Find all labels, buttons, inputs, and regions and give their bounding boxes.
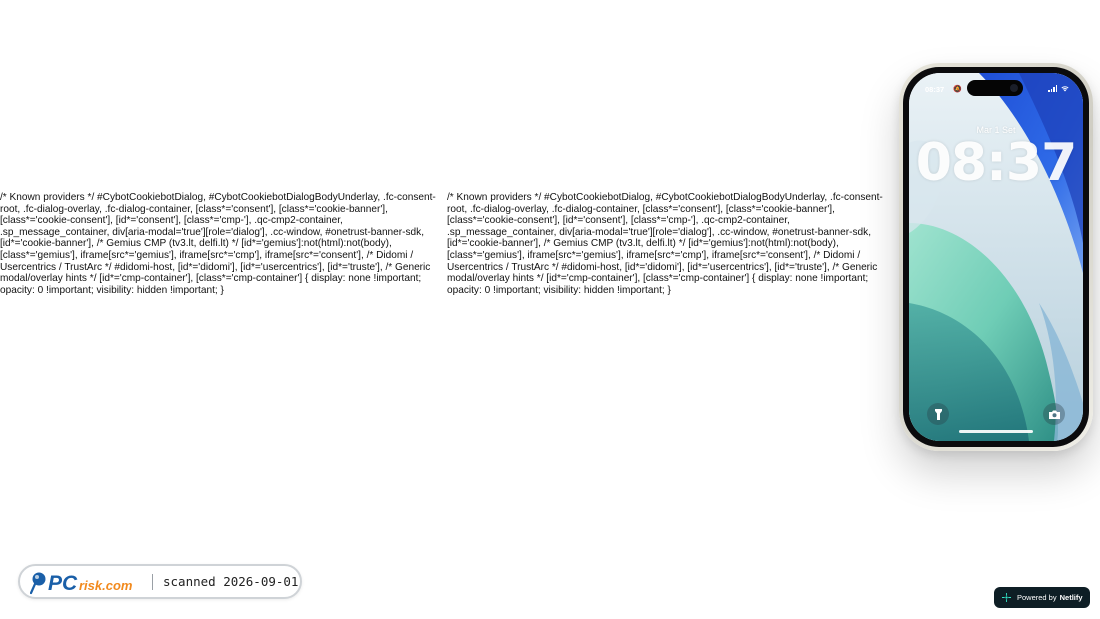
signal-icon: [1048, 85, 1057, 92]
lock-screen-date: Mar 1 Set: [976, 125, 1016, 135]
netlify-prefix: Powered by: [1017, 593, 1057, 602]
netlify-icon: [1002, 593, 1011, 602]
pcrisk-scan-badge[interactable]: [18, 564, 302, 599]
dynamic-island: [967, 80, 1023, 96]
camera-icon[interactable]: [1043, 403, 1065, 425]
scanned-date-text: scanned 2026-09-01: [163, 574, 299, 589]
injected-css-text-left: /* Known providers */ #CybotCookiebotDialog, #CybotCookiebotDialogBodyUnderlay, .fc-consent-root, .fc-dialog-overlay, .fc-dialog-container, [class*='consent'], [class*='cookie-banner'], [class*='cookie-consent'], [id*='consent'], [class*='cmp-'], .qc-cmp2-container, .sp_message_container, div[aria-modal='true'][role='dialog'], .cc-window, #onetrust-banner-sdk, [id*='cookie-banner'], /* Gemius CMP (tv3.lt, delfi.lt) */ [id*='gemius']:not(html):not(body), [class*='gemius'], iframe[src*='gemius'], iframe[src*='cmp'], iframe[src*='consent'], /* Didomi / Usercentrics / TrustArc */ #didomi-host, [id*='didomi'], [id*='usercentrics'], [id*='truste'], /* Generic modal/overlay hints */ [id*='cmp-container'], [class*='cmp-container'] { display: none !important; opacity: 0 !important; visibility: hidden !important; }: [0, 192, 436, 296]
phone-bezel: [903, 67, 1089, 447]
home-indicator[interactable]: [959, 430, 1033, 433]
injected-css-text-right: /* Known providers */ #CybotCookiebotDialog, #CybotCookiebotDialogBodyUnderlay, .fc-consent-root, .fc-dialog-overlay, .fc-dialog-container, [class*='consent'], [class*='cookie-banner'], [class*='cookie-consent'], [id*='consent'], [class*='cmp-'], .qc-cmp2-container, .sp_message_container, div[aria-modal='true'][role='dialog'], .cc-window, #onetrust-banner-sdk, [id*='cookie-banner'], /* Gemius CMP (tv3.lt, delfi.lt) */ [id*='gemius']:not(html):not(body), [class*='gemius'], iframe[src*='gemius'], iframe[src*='cmp'], iframe[src*='consent'], /* Didomi / Usercentrics / TrustArc */ #didomi-host, [id*='didomi'], [id*='usercentrics'], [id*='truste'], /* Generic modal/overlay hints */ [id*='cmp-container'], [class*='cmp-container'] { display: none !important; opacity: 0 !important; visibility: hidden !important; }: [447, 192, 883, 296]
flashlight-icon[interactable]: [927, 403, 949, 425]
status-time: 08:37: [925, 85, 945, 94]
bell-icon: 🔕: [953, 86, 962, 93]
lock-screen-clock: 08:37: [915, 133, 1077, 193]
phone-screen: [909, 73, 1083, 441]
svg-text:risk.com: risk.com: [79, 577, 133, 593]
status-icons: [1048, 85, 1069, 92]
svg-text:PC: PC: [48, 571, 78, 595]
pcrisk-logo: [30, 569, 142, 595]
wifi-icon: [1061, 86, 1069, 92]
front-camera: [1010, 84, 1018, 92]
netlify-brand: Netlify: [1059, 593, 1083, 602]
badge-divider: [152, 574, 153, 590]
netlify-badge[interactable]: [994, 587, 1090, 608]
phone-mockup: [899, 63, 1093, 451]
